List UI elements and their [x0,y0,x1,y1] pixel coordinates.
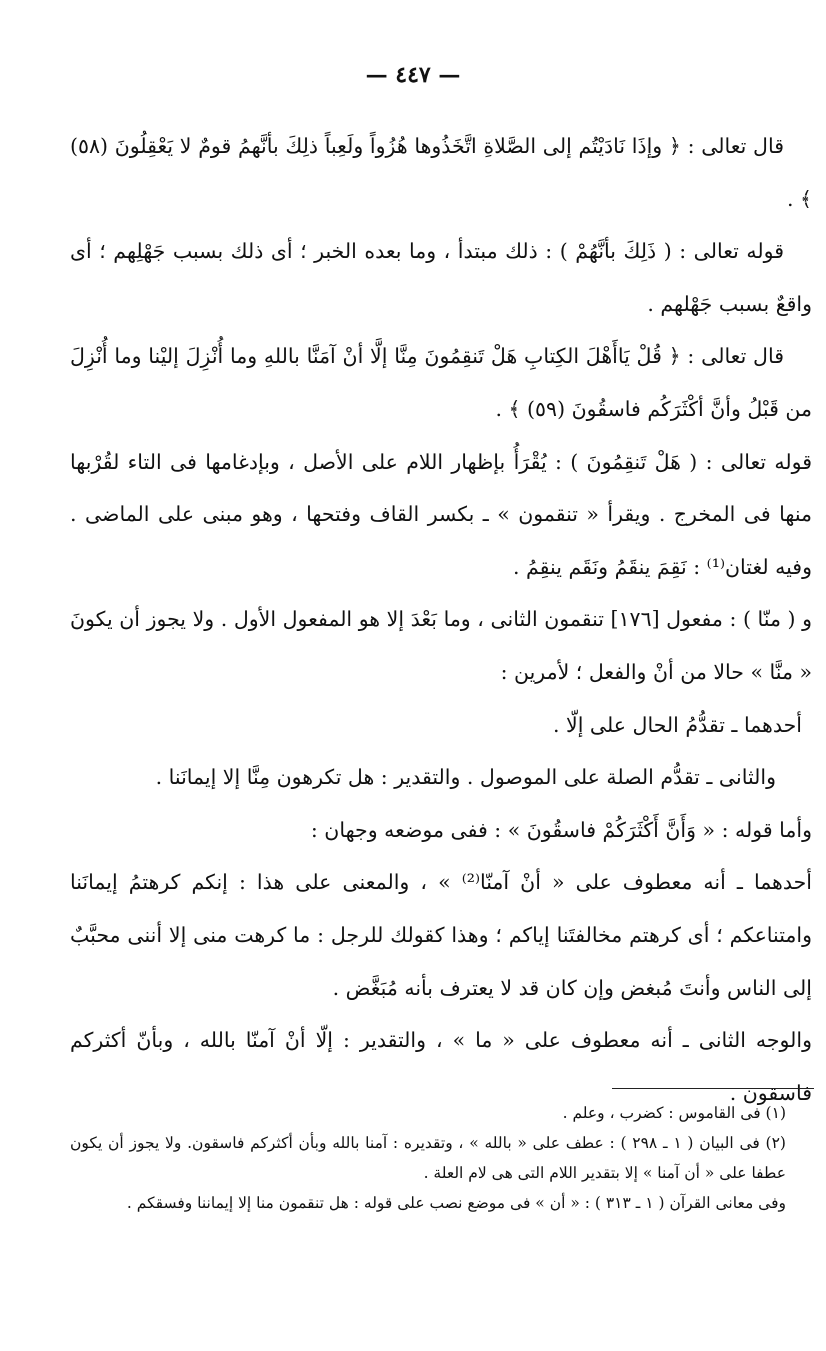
footnote-2: (٢) فى البيان ( ١ ـ ٢٩٨ ) : عطف على « بالله » ، وتقديره : آمنا بالله وبأن أكثركم فاسقون. ولا يجوز أن يكون عطفا على « أن آمنا » إلا بتقدير اللام التى هى لام العلة . [70,1134,786,1182]
footnote-2-continued: وفى معانى القرآن ( ١ ـ ٣١٣ ) : « أن » فى موضع نصب على قوله : هل تنقمون منا إلا إيماننا وفسقكم . [126,1194,786,1212]
verse-59: قال تعالى : ﴿ قُلْ يَاأَهْلَ الكِتابِ هَلْ تَنقِمُونَ مِنَّا إلَّا أنْ آمَنَّا باللهِ وما أُنْزِلَ إليْنا وما أُنْزِلَ من قَبْلُ وأنَّ أكْثَرَكُم فاسقُونَ (٥٩) ﴾ . [70,344,812,421]
footnotes [70,1098,814,1218]
commentary-dhalika: قوله تعالى : ( ذَلِكَ بأنَّهُمْ ) : ذلك مبتدأ ، وما بعده الخبر ؛ أى ذلك بسبب جَهْلِهم ؛ أى واقعٌ بسبب جَهْلهم . [70,239,812,316]
footnote-1: (١) فى القاموس : كضرب ، وعلم . [562,1104,786,1122]
verse-58: قال تعالى : ﴿ وإذَا نَادَيْتُم إلى الصَّلاةِ اتَّخَذُوها هُزُواً ولَعِباً ذلِكَ بأنَّهمُ قومٌ لا يَعْقِلُونَ (٥٨) ﴾ . [70,134,812,211]
reason-first: أحدهما ـ تقدُّمُ الحال على إلّا . [553,712,802,737]
commentary-tanqimun: قوله تعالى : ( هَلْ تَنقِمُونَ ) : يُقْرَأُ بإظهار اللام على الأصل ، وبإدغامها فى التاء لقُرْبها منها فى المخرج . ويقرأ « تنقمون » ـ بكسر القاف وفتحها ، وهو مبنى على الماضى . وفيه لغتان⁽¹⁾ : نَقِمَ ينقَمُ ونَقَم ينقِمُ . [70,449,812,579]
commentary-minna: و ( منّا ) : مفعول [١٧٦] تنقمون الثانى ، وما بَعْدَ إلا هو المفعول الأول . ولا يجوز أن يكونَ « منَّا » حالا من أنْ والفعل ؛ لأمرين : [70,607,812,684]
page-number: — ٤٤٧ — [365,62,461,88]
main-text [70,120,812,1119]
first-aspect: أحدهما ـ أنه معطوف على « أنْ آمنّا⁽²⁾ » ، والمعنى على هذا : إنكم كرهتمُ إيمانَنا وامتناعكم ؛ أى كرهتم مخالفتَنا إياكم ؛ وهذا كقولك للرجل : ما كرهت منى إلا أننى محبَّبٌ إلى الناس وأنتَ مُبغض وإن كان قد لا يعترف بأنه مُبَغَّض . [70,870,812,1000]
footnote-divider [612,1088,814,1089]
commentary-aktharakum: وأما قوله : « وَأَنَّ أَكْثَرَكُمْ فاسقُونَ » : ففى موضعه وجهان : [310,817,812,842]
reason-second: والثانى ـ تقدُّم الصلة على الموصول . والتقدير : هل تكرهون مِنَّا إلا إيمانَنا . [155,765,776,790]
second-aspect: والوجه الثانى ـ أنه معطوف على « ما » ، والتقدير : إلّا أنْ آمنّا بالله ، وبأنّ أكثركم فاسقون . [70,1028,812,1105]
